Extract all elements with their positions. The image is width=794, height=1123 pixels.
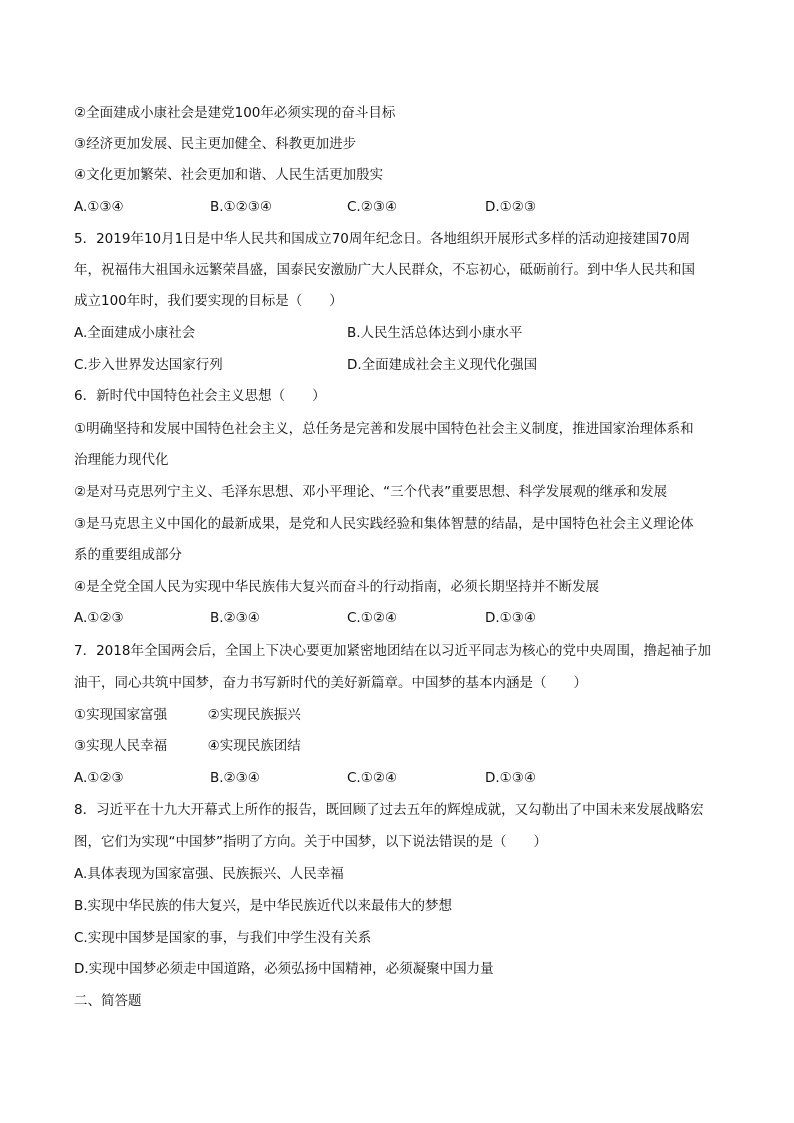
q5-stem-line-3: 成立100年时，我们要实现的目标是（ ） [74, 293, 343, 309]
q4-item-2: ②全面建成小康社会是建党100年必须实现的奋斗目标 [74, 105, 396, 121]
section-title-short-answer: 二、简答题 [74, 993, 142, 1009]
q8-option-d: D.实现中国梦必须走中国道路，必须弘扬中国精神，必须凝聚中国力量 [74, 961, 494, 977]
q5-option-c: C.步入世界发达国家行列 [74, 357, 223, 373]
q5-option-b: B.人民生活总体达到小康水平 [347, 325, 523, 341]
q4-item-4: ④文化更加繁荣、社会更加和谐、人民生活更加殷实 [74, 167, 384, 183]
q6-option-c: C.①②④ [347, 610, 398, 626]
q7-stem-line-1: 7．2018年全国两会后，全国上下决心要更加紧密地团结在以习近平同志为核心的党中央周围，撸起袖子加 [74, 643, 711, 659]
q5-option-a: A.全面建成小康社会 [74, 325, 196, 341]
q6-item-1b: 治理能力现代化 [74, 452, 169, 468]
q8-option-a: A.具体表现为国家富强、民族振兴、人民幸福 [74, 866, 344, 882]
q5-stem-line-2: 年，祝福伟大祖国永远繁荣昌盛，国泰民安激励广大人民群众，不忘初心，砥砺前行。到中华人民共和国 [74, 262, 695, 278]
q7-items-line-2: ③实现人民幸福 ④实现民族团结 [74, 738, 301, 754]
q6-item-3a: ③是马克思主义中国化的最新成果，是党和人民实践经验和集体智慧的结晶，是中国特色社会主义理论体 [74, 516, 694, 532]
q7-option-d: D.①③④ [485, 770, 536, 786]
q4-item-3: ③经济更加发展、民主更加健全、科教更加进步 [74, 136, 357, 152]
q5-stem-line-1: 5．2019年10月1日是中华人民共和国成立70周年纪念日。各地组织开展形式多样的活动迎接建国70周 [74, 231, 691, 247]
q7-option-a: A.①②③ [74, 770, 124, 786]
q6-option-b: B.②③④ [210, 610, 260, 626]
q6-item-2: ②是对马克思列宁主义、毛泽东思想、邓小平理论、“三个代表”重要思想、科学发展观的继承和发展 [74, 484, 668, 500]
q5-option-d: D.全面建成社会主义现代化强国 [347, 357, 538, 373]
q4-option-d: D.①②③ [485, 199, 536, 215]
q7-option-b: B.②③④ [210, 770, 260, 786]
q6-item-1a: ①明确坚持和发展中国特色社会主义，总任务是完善和发展中国特色社会主义制度，推进国家治理体系和 [74, 421, 694, 437]
q4-option-c: C.②③④ [347, 199, 398, 215]
q6-option-a: A.①②③ [74, 610, 124, 626]
q6-item-4: ④是全党全国人民为实现中华民族伟大复兴而奋斗的行动指南，必须长期坚持并不断发展 [74, 579, 600, 595]
q7-items-line-1: ①实现国家富强 ②实现民族振兴 [74, 707, 301, 723]
q8-option-b: B.实现中华民族的伟大复兴，是中华民族近代以来最伟大的梦想 [74, 898, 453, 914]
q6-item-3b: 系的重要组成部分 [74, 547, 182, 563]
q6-stem: 6．新时代中国特色社会主义思想（ ） [74, 388, 326, 404]
q8-option-c: C.实现中国梦是国家的事，与我们中学生没有关系 [74, 930, 372, 946]
q7-stem-line-2: 油干，同心共筑中国梦，奋力书写新时代的美好新篇章。中国梦的基本内涵是（ ） [74, 675, 587, 691]
q6-option-d: D.①③④ [485, 610, 536, 626]
q4-option-a: A.①③④ [74, 199, 124, 215]
q7-option-c: C.①②④ [347, 770, 398, 786]
q4-option-b: B.①②③④ [210, 199, 272, 215]
q8-stem-line-1: 8．习近平在十九大开幕式上所作的报告，既回顾了过去五年的辉煌成就，又勾勒出了中国未来发展战略宏 [74, 802, 704, 818]
q8-stem-line-2: 图，它们为实现“中国梦”指明了方向。关于中国梦，以下说法错误的是（ ） [74, 834, 547, 850]
